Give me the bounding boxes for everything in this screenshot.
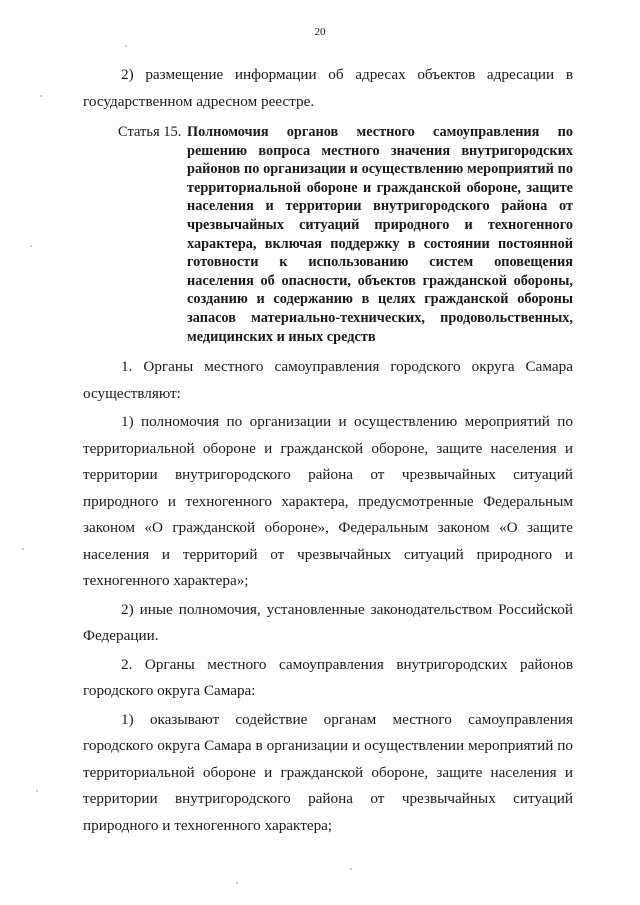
paragraph-item-1-powers: 1) полномочия по организации и осуществлению мероприятий по территориальной обороне и гражданской обороне, защите населения и территории внутригородского района от чрезвычайных ситуаций природного и техногенного характера, предусмотренные Федеральным законом «О гражданской обороне», Федеральным законом «О защите населения и территорий от чрезвычайных ситуаций природного и техногенного характера»; (83, 413, 573, 590)
paragraph-item-2-other-powers: 2) иные полномочия, установленные законодательством Российской Федерации. (83, 600, 573, 645)
scan-speck (30, 245, 32, 247)
scan-speck (22, 548, 24, 550)
scan-speck (40, 95, 42, 97)
paragraph-city-bodies: 1. Органы местного самоуправления городского округа Самара осуществляют: (83, 358, 573, 402)
paragraph-item-1-assistance: 1) оказывают содействие органам местного самоуправления городского округа Самара в организации и осуществлении мероприятий по территориальной обороне и гражданской обороне, защите населения и территории внутригородского района от чрезвычайных ситуаций природного и техногенного характера; (83, 710, 573, 834)
paragraph-district-bodies: 2. Органы местного самоуправления внутригородских районов городского округа Самара: (83, 655, 573, 700)
article-title: Полномочия органов местного самоуправления по решению вопроса местного значения внутригородских районов по организации и осуществлению мероприятий по территориальной обороне и гражданской обороне, защите населения и территории внутригородского района от чрезвычайных ситуаций природного и техногенного характера, включая поддержку в состоянии постоянной готовности к использованию систем оповещения населения об опасности, объектов гражданской обороны, созданию и содержанию в целях гражданской обороны запасов материально-технических, продовольственных, медицинских и иных средств (187, 124, 573, 345)
article-15 (83, 123, 573, 346)
article-label: Статья 15. (118, 124, 182, 140)
page-number: 20 (314, 26, 326, 38)
scan-speck (350, 868, 352, 870)
scan-speck (36, 790, 38, 792)
document-body (83, 62, 573, 841)
paragraph-address-registry: 2) размещение информации об адресах объектов адресации в государственном адресном реестре. (83, 66, 573, 110)
scan-speck (236, 882, 238, 884)
scan-speck (125, 45, 127, 47)
